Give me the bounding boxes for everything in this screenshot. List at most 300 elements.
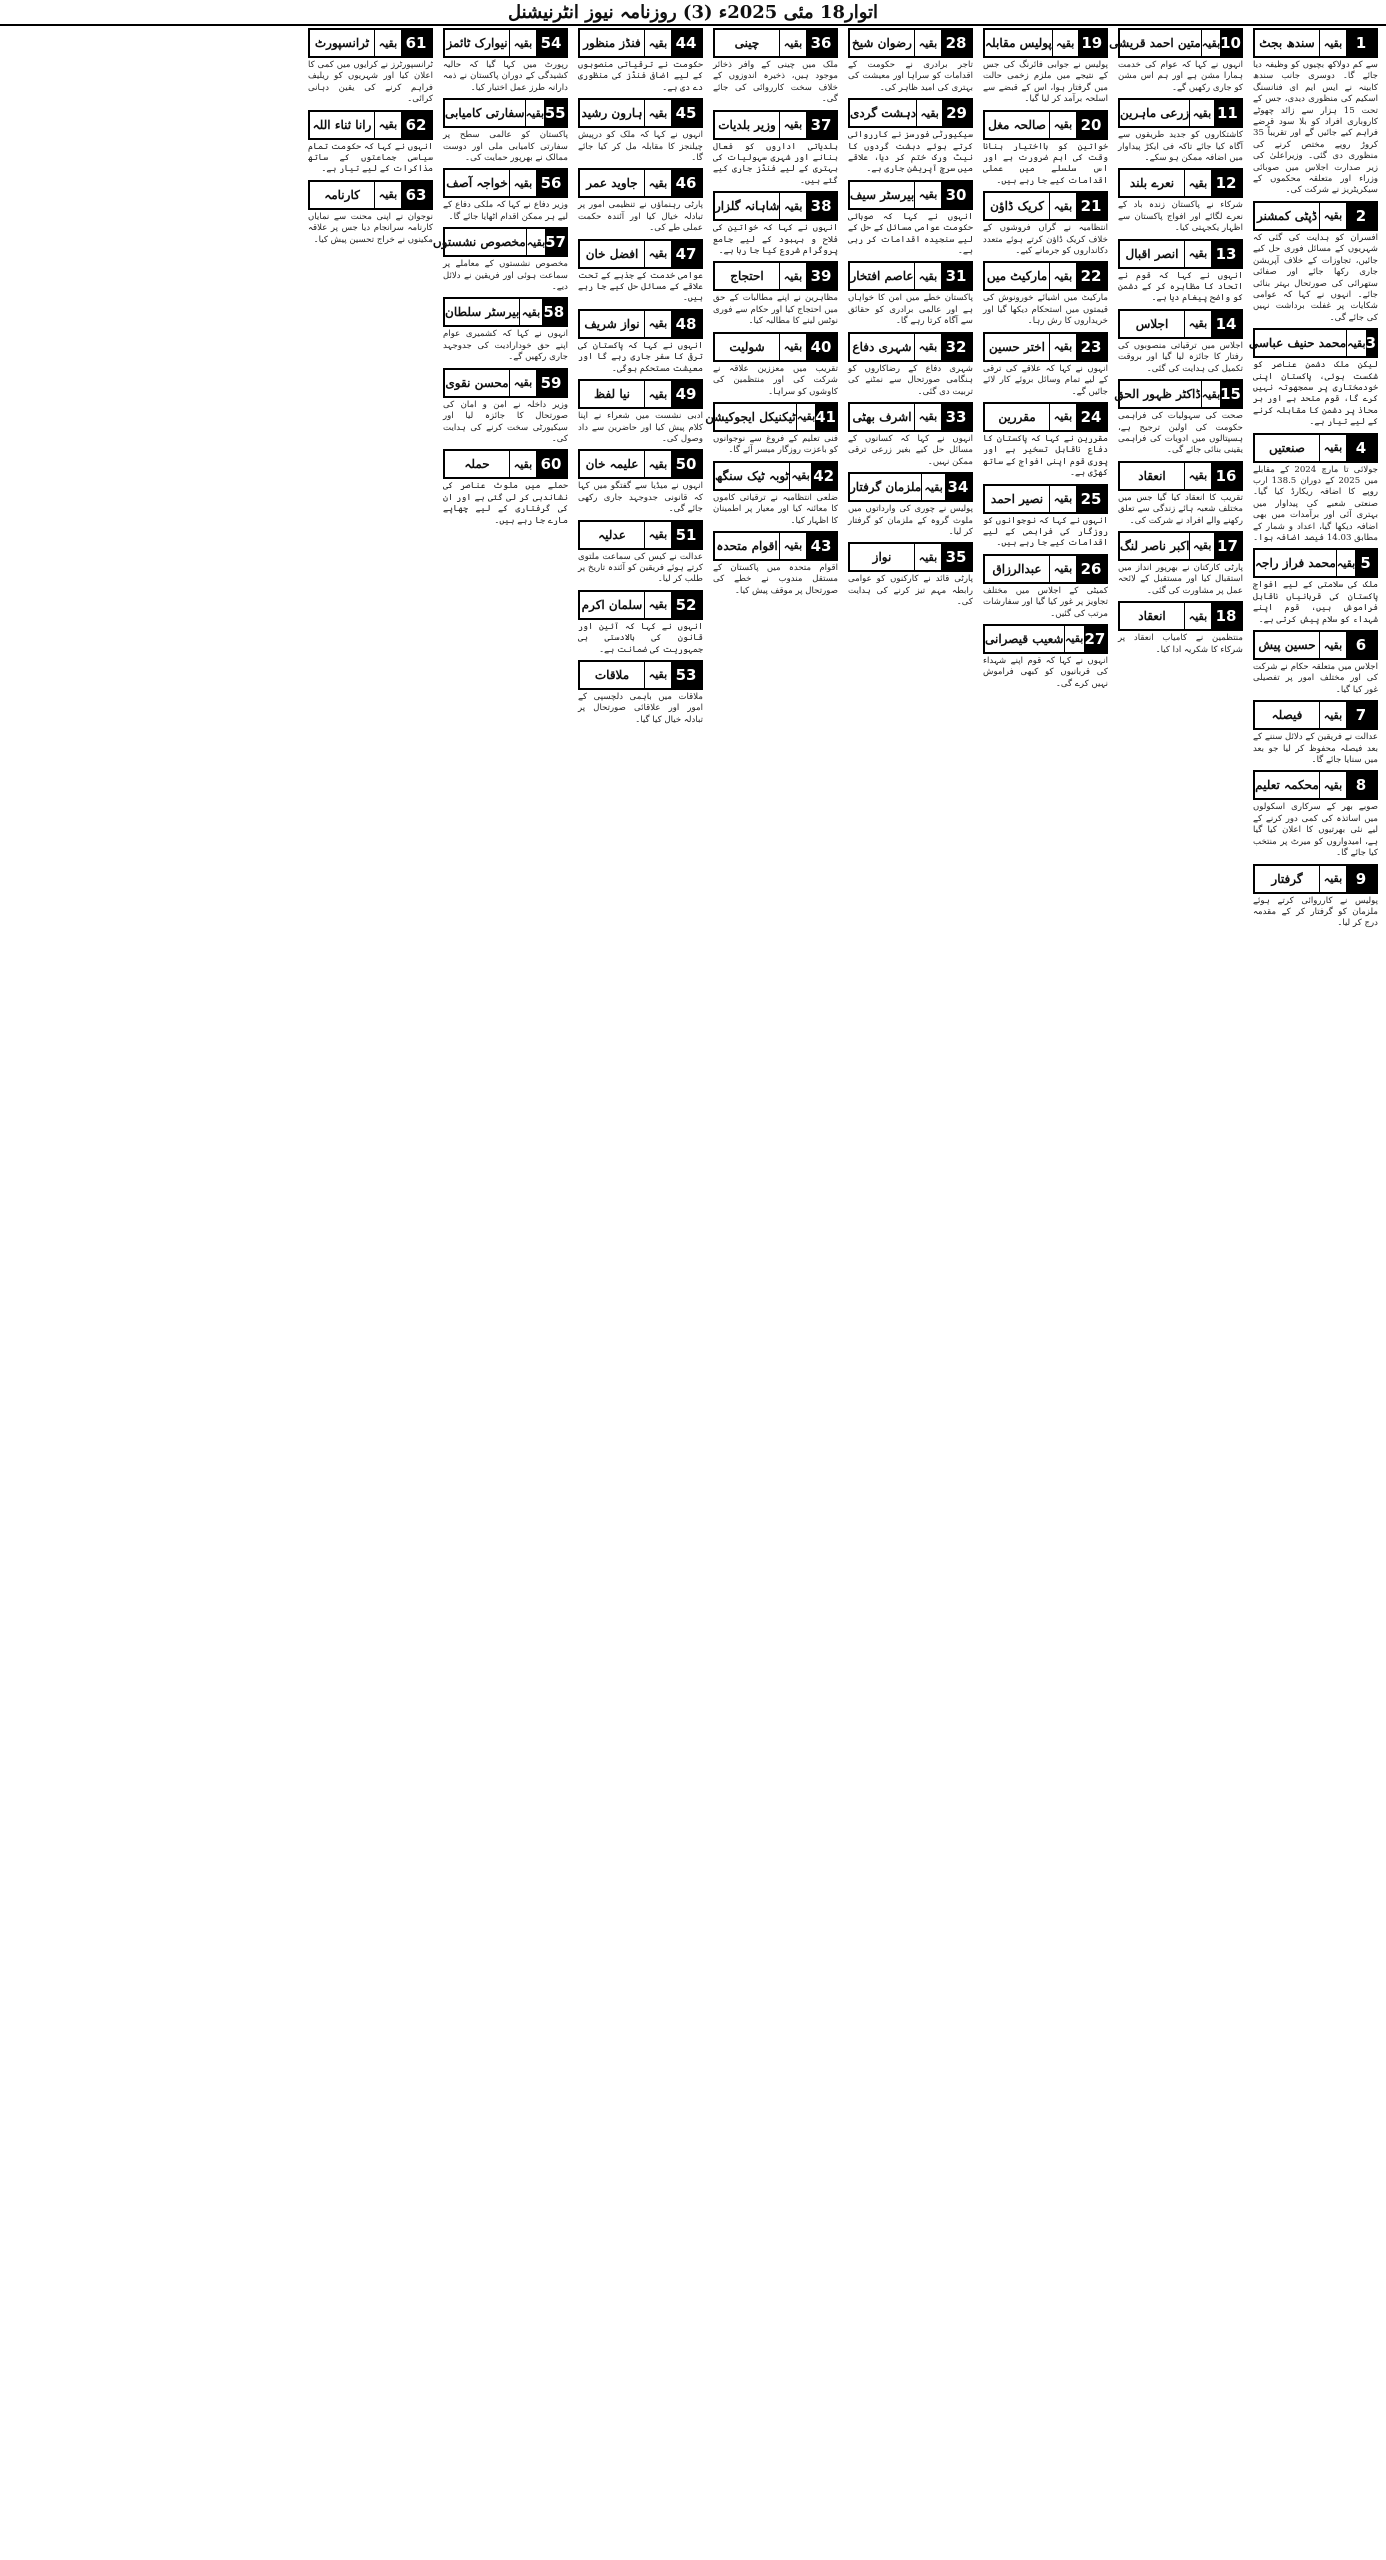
article-body: خواتین کو بااختیار بنانا وقت کی اہم ضرورت ہے اور اس سلسلے میں عملی اقدامات کیے جا رہے ہیں۔ bbox=[983, 141, 1108, 186]
continued-label: بقیہ bbox=[1319, 203, 1346, 229]
continued-label: بقیہ bbox=[914, 182, 941, 208]
article-title: شولیت bbox=[729, 339, 765, 354]
article bbox=[983, 484, 1108, 550]
article bbox=[1253, 548, 1378, 626]
article-header bbox=[1118, 98, 1243, 128]
article-number: 53 bbox=[671, 662, 701, 688]
continued-label: بقیہ bbox=[644, 100, 671, 126]
article-number: 41 bbox=[815, 404, 836, 430]
article-title: اقوام متحدہ bbox=[716, 538, 778, 553]
article-header bbox=[983, 191, 1108, 221]
continued-label: بقیہ bbox=[921, 474, 945, 500]
article-title: اشرف بھٹی bbox=[852, 409, 912, 424]
continued-label: بقیہ bbox=[509, 370, 536, 396]
article bbox=[848, 180, 973, 258]
article-title: ٹوبہ ٹیک سنگھ bbox=[715, 468, 789, 483]
article-number: 9 bbox=[1346, 866, 1376, 892]
article-number: 23 bbox=[1076, 334, 1106, 360]
article-title: ٹیکنیکل ایجوکیشن bbox=[705, 409, 796, 424]
continued-label: بقیہ bbox=[1346, 330, 1365, 356]
article-body: اجلاس میں متعلقہ حکام نے شرکت کی اور مختلف امور پر تفصیلی غور کیا گیا۔ bbox=[1253, 662, 1378, 695]
continued-label: بقیہ bbox=[526, 229, 545, 255]
article-body: کمیٹی کے اجلاس میں مختلف تجاویز پر غور کیا گیا اور سفارشات مرتب کی گئیں۔ bbox=[983, 585, 1108, 619]
article bbox=[983, 110, 1108, 188]
article-number: 37 bbox=[806, 112, 836, 138]
article-body: انہوں نے کہا کہ ملک کو درپیش چیلنجز کا مقابلہ مل کر کیا جائے گا۔ bbox=[578, 130, 703, 164]
article-header bbox=[848, 28, 973, 58]
article-body: تقریب کا انعقاد کیا گیا جس میں مختلف شعبہ ہائے زندگی سے تعلق رکھنے والے افراد نے شرکت کی۔ bbox=[1118, 492, 1243, 526]
article bbox=[713, 531, 838, 597]
article-number: 48 bbox=[671, 311, 701, 337]
article-header bbox=[578, 520, 703, 550]
continued-label: بقیہ bbox=[525, 100, 545, 126]
continued-label: بقیہ bbox=[644, 241, 671, 267]
article-body: مخصوص نشستوں کے معاملے پر سماعت ہوئی اور فریقین نے دلائل دیے۔ bbox=[443, 259, 568, 293]
continued-label: بقیہ bbox=[914, 30, 941, 56]
article-number: 55 bbox=[544, 100, 566, 126]
article-number: 22 bbox=[1076, 263, 1106, 289]
continued-label: بقیہ bbox=[1049, 112, 1076, 138]
article bbox=[1118, 239, 1243, 305]
article-header bbox=[983, 484, 1108, 514]
article-body: انہوں نے کہا کہ صوبائی حکومت عوامی مسائل کے حل کے لیے سنجیدہ اقدامات کر رہی ہے۔ bbox=[848, 211, 973, 257]
article-title: محکمہ تعلیم bbox=[1255, 778, 1319, 793]
article-title: فنڈز منظور bbox=[583, 36, 641, 50]
article-title: نعرے بلند bbox=[1129, 176, 1175, 191]
article-header bbox=[713, 531, 838, 561]
article-title: محمد حنیف عباسی bbox=[1248, 336, 1347, 351]
article-title: نیوارک ٹائمز bbox=[446, 36, 508, 50]
article-body: انہوں نے کہا کہ خواتین کی فلاح و بہبود کے لیے جامع پروگرام شروع کیا جا رہا ہے۔ bbox=[713, 223, 838, 257]
article bbox=[1118, 168, 1243, 234]
article-title: جاوید عمر bbox=[586, 176, 638, 191]
article-body: انہوں نے کہا کہ پاکستان کی ترقی کا سفر جاری رہے گا اور معیشت مستحکم ہوگی۔ bbox=[578, 340, 703, 374]
continued-label: بقیہ bbox=[779, 533, 806, 559]
column bbox=[1109, 28, 1243, 2554]
article-number: 13 bbox=[1211, 241, 1241, 267]
article-header bbox=[1253, 28, 1378, 58]
article-title: فیصلہ bbox=[1271, 708, 1303, 723]
article-number: 62 bbox=[401, 112, 431, 138]
article-body: وزیر داخلہ نے امن و امان کی صورتحال کا جائزہ لیا اور سیکیورٹی سخت کرنے کی ہدایت کی۔ bbox=[443, 399, 568, 444]
article-number: 50 bbox=[671, 451, 701, 477]
article-header bbox=[848, 98, 973, 128]
article bbox=[1114, 379, 1243, 457]
article-header bbox=[848, 402, 973, 432]
article-header bbox=[443, 28, 568, 58]
article bbox=[308, 110, 433, 176]
article-body: حملے میں ملوث عناصر کی نشاندہی کر لی گئی ہے اور ان کی گرفتاری کے لیے چھاپے مارے جا رہے ہیں۔ bbox=[443, 481, 568, 526]
article-header bbox=[443, 368, 568, 398]
continued-label: بقیہ bbox=[1201, 30, 1220, 56]
article bbox=[713, 261, 838, 327]
continued-label: بقیہ bbox=[1049, 486, 1076, 512]
article bbox=[983, 332, 1108, 398]
article-title: صالحہ مغل bbox=[988, 117, 1046, 132]
article-body: انہوں نے کہا کہ کسانوں کے مسائل حل کیے بغیر زرعی ترقی ممکن نہیں۔ bbox=[848, 433, 973, 467]
continued-label: بقیہ bbox=[509, 451, 536, 477]
article-title: ڈپٹی کمشنر bbox=[1256, 208, 1318, 223]
masthead: اتوار18 مئی 2025ء (3) روزنامہ نیوز انٹرنیشنل bbox=[0, 0, 1386, 26]
article-header bbox=[443, 297, 568, 327]
continued-label: بقیہ bbox=[1049, 556, 1076, 582]
article-header bbox=[848, 542, 973, 572]
article-title: ٹرانسپورٹ bbox=[314, 36, 370, 50]
column bbox=[848, 28, 973, 2554]
article-number: 2 bbox=[1346, 203, 1376, 229]
article-body: منتظمین نے کامیاب انعقاد پر شرکاء کا شکریہ ادا کیا۔ bbox=[1118, 633, 1243, 655]
article-number: 43 bbox=[806, 533, 836, 559]
article bbox=[443, 297, 568, 363]
column bbox=[983, 28, 1108, 2554]
article-header bbox=[1248, 328, 1378, 358]
article bbox=[705, 402, 838, 457]
article-header bbox=[308, 110, 433, 140]
article-header bbox=[578, 379, 703, 409]
article-title: نیا لفظ bbox=[594, 387, 630, 402]
article-title: چینی bbox=[734, 36, 760, 50]
article-title: ہارون رشید bbox=[581, 106, 643, 121]
article bbox=[578, 28, 703, 94]
continued-label: بقیہ bbox=[1184, 241, 1211, 267]
article-number: 14 bbox=[1211, 311, 1241, 337]
article-header bbox=[848, 472, 973, 502]
article bbox=[848, 402, 973, 468]
article-body: پولیس نے چوری کی وارداتوں میں ملوث گروہ کے ملزمان کو گرفتار کر لیا۔ bbox=[848, 504, 973, 537]
article-body: شرکاء نے پاکستان زندہ باد کے نعرے لگائے اور افواج پاکستان سے اظہار یکجہتی کیا۔ bbox=[1118, 200, 1243, 234]
continued-label: بقیہ bbox=[1189, 533, 1213, 559]
continued-label: بقیہ bbox=[1319, 866, 1346, 892]
article-header bbox=[1253, 201, 1378, 231]
article bbox=[578, 449, 703, 515]
article-body: ٹرانسپورٹرز نے کرایوں میں کمی کا اعلان کیا اور شہریوں کو ریلیف فراہم کرنے کی یقین دہانی کرائی۔ bbox=[308, 60, 433, 105]
article-number: 33 bbox=[941, 404, 971, 430]
article bbox=[1253, 433, 1378, 545]
article-title: افضل خان bbox=[585, 246, 639, 261]
article-header bbox=[578, 309, 703, 339]
article-title: سندھ بجٹ bbox=[1259, 36, 1315, 50]
article-title: احتجاج bbox=[730, 269, 764, 284]
article-body: پولیس نے کارروائی کرتے ہوئے ملزمان کو گرفتار کر کے مقدمہ درج کر لیا۔ bbox=[1253, 895, 1378, 929]
continued-label: بقیہ bbox=[644, 662, 671, 688]
article-body: انتظامیہ نے گراں فروشوں کے خلاف کریک ڈاؤن کرتے ہوئے متعدد دکانداروں کو جرمانے کیے۔ bbox=[983, 223, 1108, 257]
article-body: پاکستان خطے میں امن کا خواہاں ہے اور عالمی برادری کو حقائق سے آگاہ کرتا رہے گا۔ bbox=[848, 293, 973, 327]
article-title: ملزمان گرفتار bbox=[850, 480, 922, 495]
article-body: مقررین نے کہا کہ پاکستان کا دفاع ناقابل تسخیر ہے اور پوری قوم اپنی افواج کے ساتھ کھڑی ہے۔ bbox=[983, 433, 1108, 479]
article-number: 42 bbox=[811, 463, 836, 489]
article-header bbox=[1118, 239, 1243, 269]
article-title: گرفتار bbox=[1271, 871, 1303, 886]
article-title: نواز شریف bbox=[584, 316, 640, 331]
continued-label: بقیہ bbox=[916, 100, 942, 126]
article-body: ملک میں چینی کے وافر ذخائر موجود ہیں، ذخیرہ اندوزوں کے خلاف سخت کارروائی کی جائے گی۔ bbox=[713, 60, 838, 105]
article-header bbox=[713, 28, 838, 58]
article-body: صوبے بھر کے سرکاری اسکولوں میں اساتذہ کی کمی دور کرنے کے لیے نئی بھرتیوں کا اعلان کیا گیا ہے، امیدواروں کو میرٹ پر منتخب کیا جائے گا۔ bbox=[1253, 802, 1378, 859]
article-body: شہری دفاع کے رضاکاروں کو ہنگامی صورتحال سے نمٹنے کی تربیت دی گئی۔ bbox=[848, 363, 973, 397]
article-body: نوجوان نے اپنی محنت سے نمایاں کارنامہ سرانجام دیا جس پر علاقہ مکینوں نے خراج تحسین پیش کیا۔ bbox=[308, 211, 433, 245]
column bbox=[308, 28, 433, 2554]
article bbox=[848, 472, 973, 538]
article bbox=[1109, 28, 1243, 94]
article-body: سیکیورٹی فورسز نے کارروائی کرتے ہوئے دہشت گردوں کا نیٹ ورک ختم کر دیا، علاقے میں سرچ آپریشن جاری ہے۔ bbox=[848, 130, 973, 175]
article-body: اقوام متحدہ میں پاکستان کے مستقل مندوب نے خطے کی صورتحال پر موقف پیش کیا۔ bbox=[713, 562, 838, 596]
article bbox=[983, 261, 1108, 327]
continued-label: بقیہ bbox=[779, 30, 806, 56]
article-number: 46 bbox=[671, 170, 701, 196]
article-body: افسران کو ہدایت کی گئی کہ شہریوں کے مسائل فوری حل کیے جائیں، تجاوزات کے خلاف آپریشن جاری رکھا جائے اور صفائی ستھرائی کی صورتحال بہتر بنائی جائے۔ انہوں نے کہا کہ عوامی شکایات پر غفلت برداشت نہیں کی جائے گی۔ bbox=[1253, 232, 1378, 323]
article-title: محسن نقوی bbox=[445, 375, 509, 390]
article-number: 11 bbox=[1214, 100, 1241, 126]
article-body: اجلاس میں ترقیاتی منصوبوں کی رفتار کا جائزہ لیا گیا اور بروقت تکمیل کی ہدایت کی گئی۔ bbox=[1118, 340, 1243, 374]
article bbox=[443, 28, 568, 94]
article-number: 39 bbox=[806, 263, 836, 289]
article bbox=[713, 110, 838, 188]
article-number: 8 bbox=[1346, 772, 1376, 798]
article-header bbox=[713, 191, 838, 221]
article-number: 24 bbox=[1076, 404, 1106, 430]
article-header bbox=[1114, 379, 1243, 409]
article-body: تقریب میں معززین علاقہ نے شرکت کی اور منتظمین کی کاوشوں کو سراہا۔ bbox=[713, 363, 838, 397]
article-number: 60 bbox=[536, 451, 566, 477]
article-body: انہوں نے کہا کہ علاقے کی ترقی کے لیے تمام وسائل بروئے کار لائے جائیں گے۔ bbox=[983, 363, 1108, 397]
article-title: وزیر بلدیات bbox=[718, 117, 776, 132]
article bbox=[443, 98, 568, 164]
article-number: 1 bbox=[1346, 30, 1376, 56]
article-title: اکبر ناصر لنگ bbox=[1120, 538, 1190, 553]
article-header bbox=[983, 402, 1108, 432]
article-body: ملاقات میں باہمی دلچسپی کے امور اور علاقائی صورتحال پر تبادلہ خیال کیا گیا۔ bbox=[578, 691, 703, 725]
continued-label: بقیہ bbox=[1049, 193, 1076, 219]
article-body: انہوں نے کہا کہ عوام کی خدمت ہمارا مشن ہے اور ہم اس مشن کو جاری رکھیں گے۔ bbox=[1118, 60, 1243, 93]
article-header bbox=[432, 227, 568, 257]
continued-label: بقیہ bbox=[779, 112, 806, 138]
article-header bbox=[713, 332, 838, 362]
continued-label: بقیہ bbox=[644, 522, 671, 548]
article-number: 20 bbox=[1076, 112, 1106, 138]
article-header bbox=[983, 261, 1108, 291]
article-number: 57 bbox=[545, 229, 566, 255]
continued-label: بقیہ bbox=[519, 299, 541, 325]
continued-label: بقیہ bbox=[1189, 100, 1214, 126]
article bbox=[848, 542, 973, 608]
article-header bbox=[1118, 531, 1243, 561]
article-header bbox=[1253, 433, 1378, 463]
article bbox=[1118, 531, 1243, 597]
article-number: 28 bbox=[941, 30, 971, 56]
continued-label: بقیہ bbox=[1319, 772, 1346, 798]
article bbox=[1253, 201, 1378, 324]
article-title: کارنامہ bbox=[324, 187, 360, 202]
article-title: ڈاکٹر ظہور الحق bbox=[1114, 387, 1201, 402]
article-header bbox=[578, 449, 703, 479]
article-body: ضلعی انتظامیہ نے ترقیاتی کاموں کا معائنہ کیا اور معیار پر اطمینان کا اظہار کیا۔ bbox=[713, 492, 838, 526]
article-body: رپورٹ میں کہا گیا کہ حالیہ کشیدگی کے دوران پاکستان نے ذمہ دارانہ طرز عمل اختیار کیا۔ bbox=[443, 60, 568, 93]
column bbox=[432, 28, 568, 2554]
article-body: انہوں نے کہا کہ حکومت تمام سیاسی جماعتوں کے ساتھ مذاکرات کے لیے تیار ہے۔ bbox=[308, 141, 433, 175]
article bbox=[983, 191, 1108, 257]
article-body: تاجر برادری نے حکومت کے اقدامات کو سراہا اور معیشت کی بہتری کی امید ظاہر کی۔ bbox=[848, 60, 973, 93]
continued-label: بقیہ bbox=[644, 592, 671, 618]
continued-label: بقیہ bbox=[789, 463, 811, 489]
article-number: 59 bbox=[536, 370, 566, 396]
article-title: شعیب قیصرانی bbox=[985, 631, 1064, 646]
article-number: 25 bbox=[1076, 486, 1106, 512]
continued-label: بقیہ bbox=[796, 404, 815, 430]
article-number: 3 bbox=[1366, 330, 1376, 356]
article-title: متین احمد قریشی bbox=[1109, 36, 1201, 50]
article-number: 7 bbox=[1346, 702, 1376, 728]
article-header bbox=[443, 98, 568, 128]
article-number: 36 bbox=[806, 30, 836, 56]
article-body: بلدیاتی اداروں کو فعال بنانے اور شہری سہولیات کی بہتری کے لیے فنڈز جاری کیے گئے ہیں۔ bbox=[713, 141, 838, 186]
article-number: 58 bbox=[542, 299, 566, 325]
article-title: ملاقات bbox=[594, 667, 630, 682]
article bbox=[848, 98, 973, 176]
article bbox=[1118, 309, 1243, 375]
article-header bbox=[1118, 168, 1243, 198]
article-number: 63 bbox=[401, 182, 431, 208]
article-header bbox=[983, 28, 1108, 58]
article-body: پاکستان کو عالمی سطح پر سفارتی کامیابی ملی اور دوست ممالک نے بھرپور حمایت کی۔ bbox=[443, 130, 568, 164]
article-body: عوامی خدمت کے جذبے کے تحت علاقے کے مسائل حل کیے جا رہے ہیں۔ bbox=[578, 270, 703, 304]
article-header bbox=[983, 624, 1108, 654]
article bbox=[848, 28, 973, 94]
article-body: مارکیٹ میں اشیائے خورونوش کی قیمتوں میں استحکام دیکھا گیا اور خریداروں کا رش رہا۔ bbox=[983, 293, 1108, 327]
article-number: 61 bbox=[401, 30, 431, 56]
article-header bbox=[578, 98, 703, 128]
article-title: شاہانہ گلزار bbox=[715, 199, 780, 214]
continued-label: بقیہ bbox=[374, 182, 401, 208]
article-header bbox=[848, 261, 973, 291]
article-body: وزیر دفاع نے کہا کہ ملکی دفاع کے لیے ہر ممکن اقدام اٹھایا جائے گا۔ bbox=[443, 200, 568, 222]
article-header bbox=[578, 168, 703, 198]
article bbox=[578, 309, 703, 375]
continued-label: بقیہ bbox=[1064, 626, 1084, 652]
column bbox=[705, 28, 838, 2554]
article-header bbox=[1118, 461, 1243, 491]
article-number: 30 bbox=[941, 182, 971, 208]
article-title: زرعی ماہرین bbox=[1120, 106, 1190, 121]
article bbox=[432, 227, 568, 293]
continued-label: بقیہ bbox=[1336, 550, 1355, 576]
article bbox=[1253, 770, 1378, 859]
article bbox=[578, 379, 703, 445]
article-header bbox=[1118, 601, 1243, 631]
article-body: عدالت نے کیس کی سماعت ملتوی کرتے ہوئے فریقین کو آئندہ تاریخ پر طلب کر لیا۔ bbox=[578, 551, 703, 585]
continued-label: بقیہ bbox=[374, 112, 401, 138]
article-number: 6 bbox=[1346, 632, 1376, 658]
continued-label: بقیہ bbox=[1184, 311, 1211, 337]
article-number: 35 bbox=[941, 544, 971, 570]
article-number: 5 bbox=[1355, 550, 1376, 576]
article-header bbox=[848, 180, 973, 210]
article bbox=[578, 168, 703, 234]
article bbox=[1118, 98, 1243, 164]
article-title: سفارتی کامیابی bbox=[445, 106, 525, 121]
article-number: 51 bbox=[671, 522, 701, 548]
article bbox=[983, 554, 1108, 620]
article-header bbox=[713, 110, 838, 140]
article-number: 32 bbox=[941, 334, 971, 360]
continued-label: بقیہ bbox=[644, 170, 671, 196]
continued-label: بقیہ bbox=[1184, 463, 1211, 489]
article-body: پارٹی رہنماؤں نے تنظیمی امور پر تبادلہ خیال کیا اور آئندہ حکمت عملی طے کی۔ bbox=[578, 200, 703, 234]
article-columns bbox=[8, 28, 1378, 2554]
continued-label: بقیہ bbox=[1319, 632, 1346, 658]
article-title: بیرسٹر سیف bbox=[850, 187, 915, 202]
continued-label: بقیہ bbox=[1184, 603, 1211, 629]
article-header bbox=[1253, 864, 1378, 894]
continued-label: بقیہ bbox=[779, 334, 806, 360]
article-header bbox=[443, 449, 568, 479]
article bbox=[848, 261, 973, 327]
article bbox=[1118, 601, 1243, 656]
article-header bbox=[1253, 700, 1378, 730]
article-number: 34 bbox=[945, 474, 971, 500]
article-title: نواز bbox=[872, 550, 892, 565]
article bbox=[713, 28, 838, 106]
article-body: انہوں نے میڈیا سے گفتگو میں کہا کہ قانونی جدوجہد جاری رکھی جائے گی۔ bbox=[578, 481, 703, 515]
article bbox=[1248, 328, 1378, 428]
article-number: 17 bbox=[1214, 533, 1241, 559]
article-number: 18 bbox=[1211, 603, 1241, 629]
article bbox=[983, 624, 1108, 690]
article-header bbox=[308, 180, 433, 210]
article bbox=[578, 660, 703, 726]
continued-label: بقیہ bbox=[644, 451, 671, 477]
article-body: ادبی نشست میں شعراء نے اپنا کلام پیش کیا اور حاضرین سے داد وصول کی۔ bbox=[578, 411, 703, 444]
continued-label: بقیہ bbox=[374, 30, 401, 56]
continued-label: بقیہ bbox=[509, 170, 536, 196]
continued-label: بقیہ bbox=[914, 544, 941, 570]
article-number: 56 bbox=[536, 170, 566, 196]
article-title: مقررین bbox=[998, 409, 1036, 424]
continued-label: بقیہ bbox=[779, 193, 806, 219]
article-body: انہوں نے کہا کہ آئین اور قانون کی بالادستی ہی جمہوریت کی ضمانت ہے۔ bbox=[578, 621, 703, 655]
article-body: عدالت نے فریقین کے دلائل سننے کے بعد فیصلہ محفوظ کر لیا جو بعد میں سنایا جائے گا۔ bbox=[1253, 732, 1378, 766]
article-title: نصیر احمد bbox=[990, 491, 1044, 506]
article bbox=[578, 520, 703, 586]
article-number: 16 bbox=[1211, 463, 1241, 489]
article-title: انعقاد bbox=[1138, 609, 1166, 624]
article-number: 21 bbox=[1076, 193, 1106, 219]
column bbox=[1248, 28, 1379, 2554]
article-body: پارٹی قائد نے کارکنوں کو عوامی رابطہ مہم تیز کرنے کی ہدایت کی۔ bbox=[848, 574, 973, 608]
article-number: 12 bbox=[1211, 170, 1241, 196]
continued-label: بقیہ bbox=[1201, 381, 1220, 407]
continued-label: بقیہ bbox=[644, 311, 671, 337]
article-header bbox=[713, 461, 838, 491]
article-body: کاشتکاروں کو جدید طریقوں سے آگاہ کیا جائے تاکہ فی ایکڑ پیداوار میں اضافہ ممکن ہو سکے۔ bbox=[1118, 130, 1243, 164]
article-number: 45 bbox=[671, 100, 701, 126]
article-title: پولیس مقابلہ bbox=[985, 36, 1052, 50]
continued-label: بقیہ bbox=[644, 381, 671, 407]
article-header bbox=[848, 332, 973, 362]
article-number: 49 bbox=[671, 381, 701, 407]
article-body: فنی تعلیم کے فروغ سے نوجوانوں کو باعزت روزگار میسر آئے گا۔ bbox=[713, 433, 838, 456]
continued-label: بقیہ bbox=[1184, 170, 1211, 196]
article-header bbox=[578, 590, 703, 620]
article-body: پارٹی کارکنان نے بھرپور انداز میں استقبال کیا اور مستقبل کے لائحہ عمل پر مشاورت کی گئی۔ bbox=[1118, 562, 1243, 596]
article-number: 26 bbox=[1076, 556, 1106, 582]
article-header bbox=[443, 168, 568, 198]
article-title: علیمہ خان bbox=[585, 457, 639, 472]
continued-label: بقیہ bbox=[1049, 334, 1076, 360]
article-title: مخصوص نشستوں bbox=[432, 235, 526, 250]
column bbox=[578, 28, 703, 2554]
article bbox=[713, 332, 838, 398]
article-title: بیرسٹر سلطان bbox=[445, 305, 520, 320]
